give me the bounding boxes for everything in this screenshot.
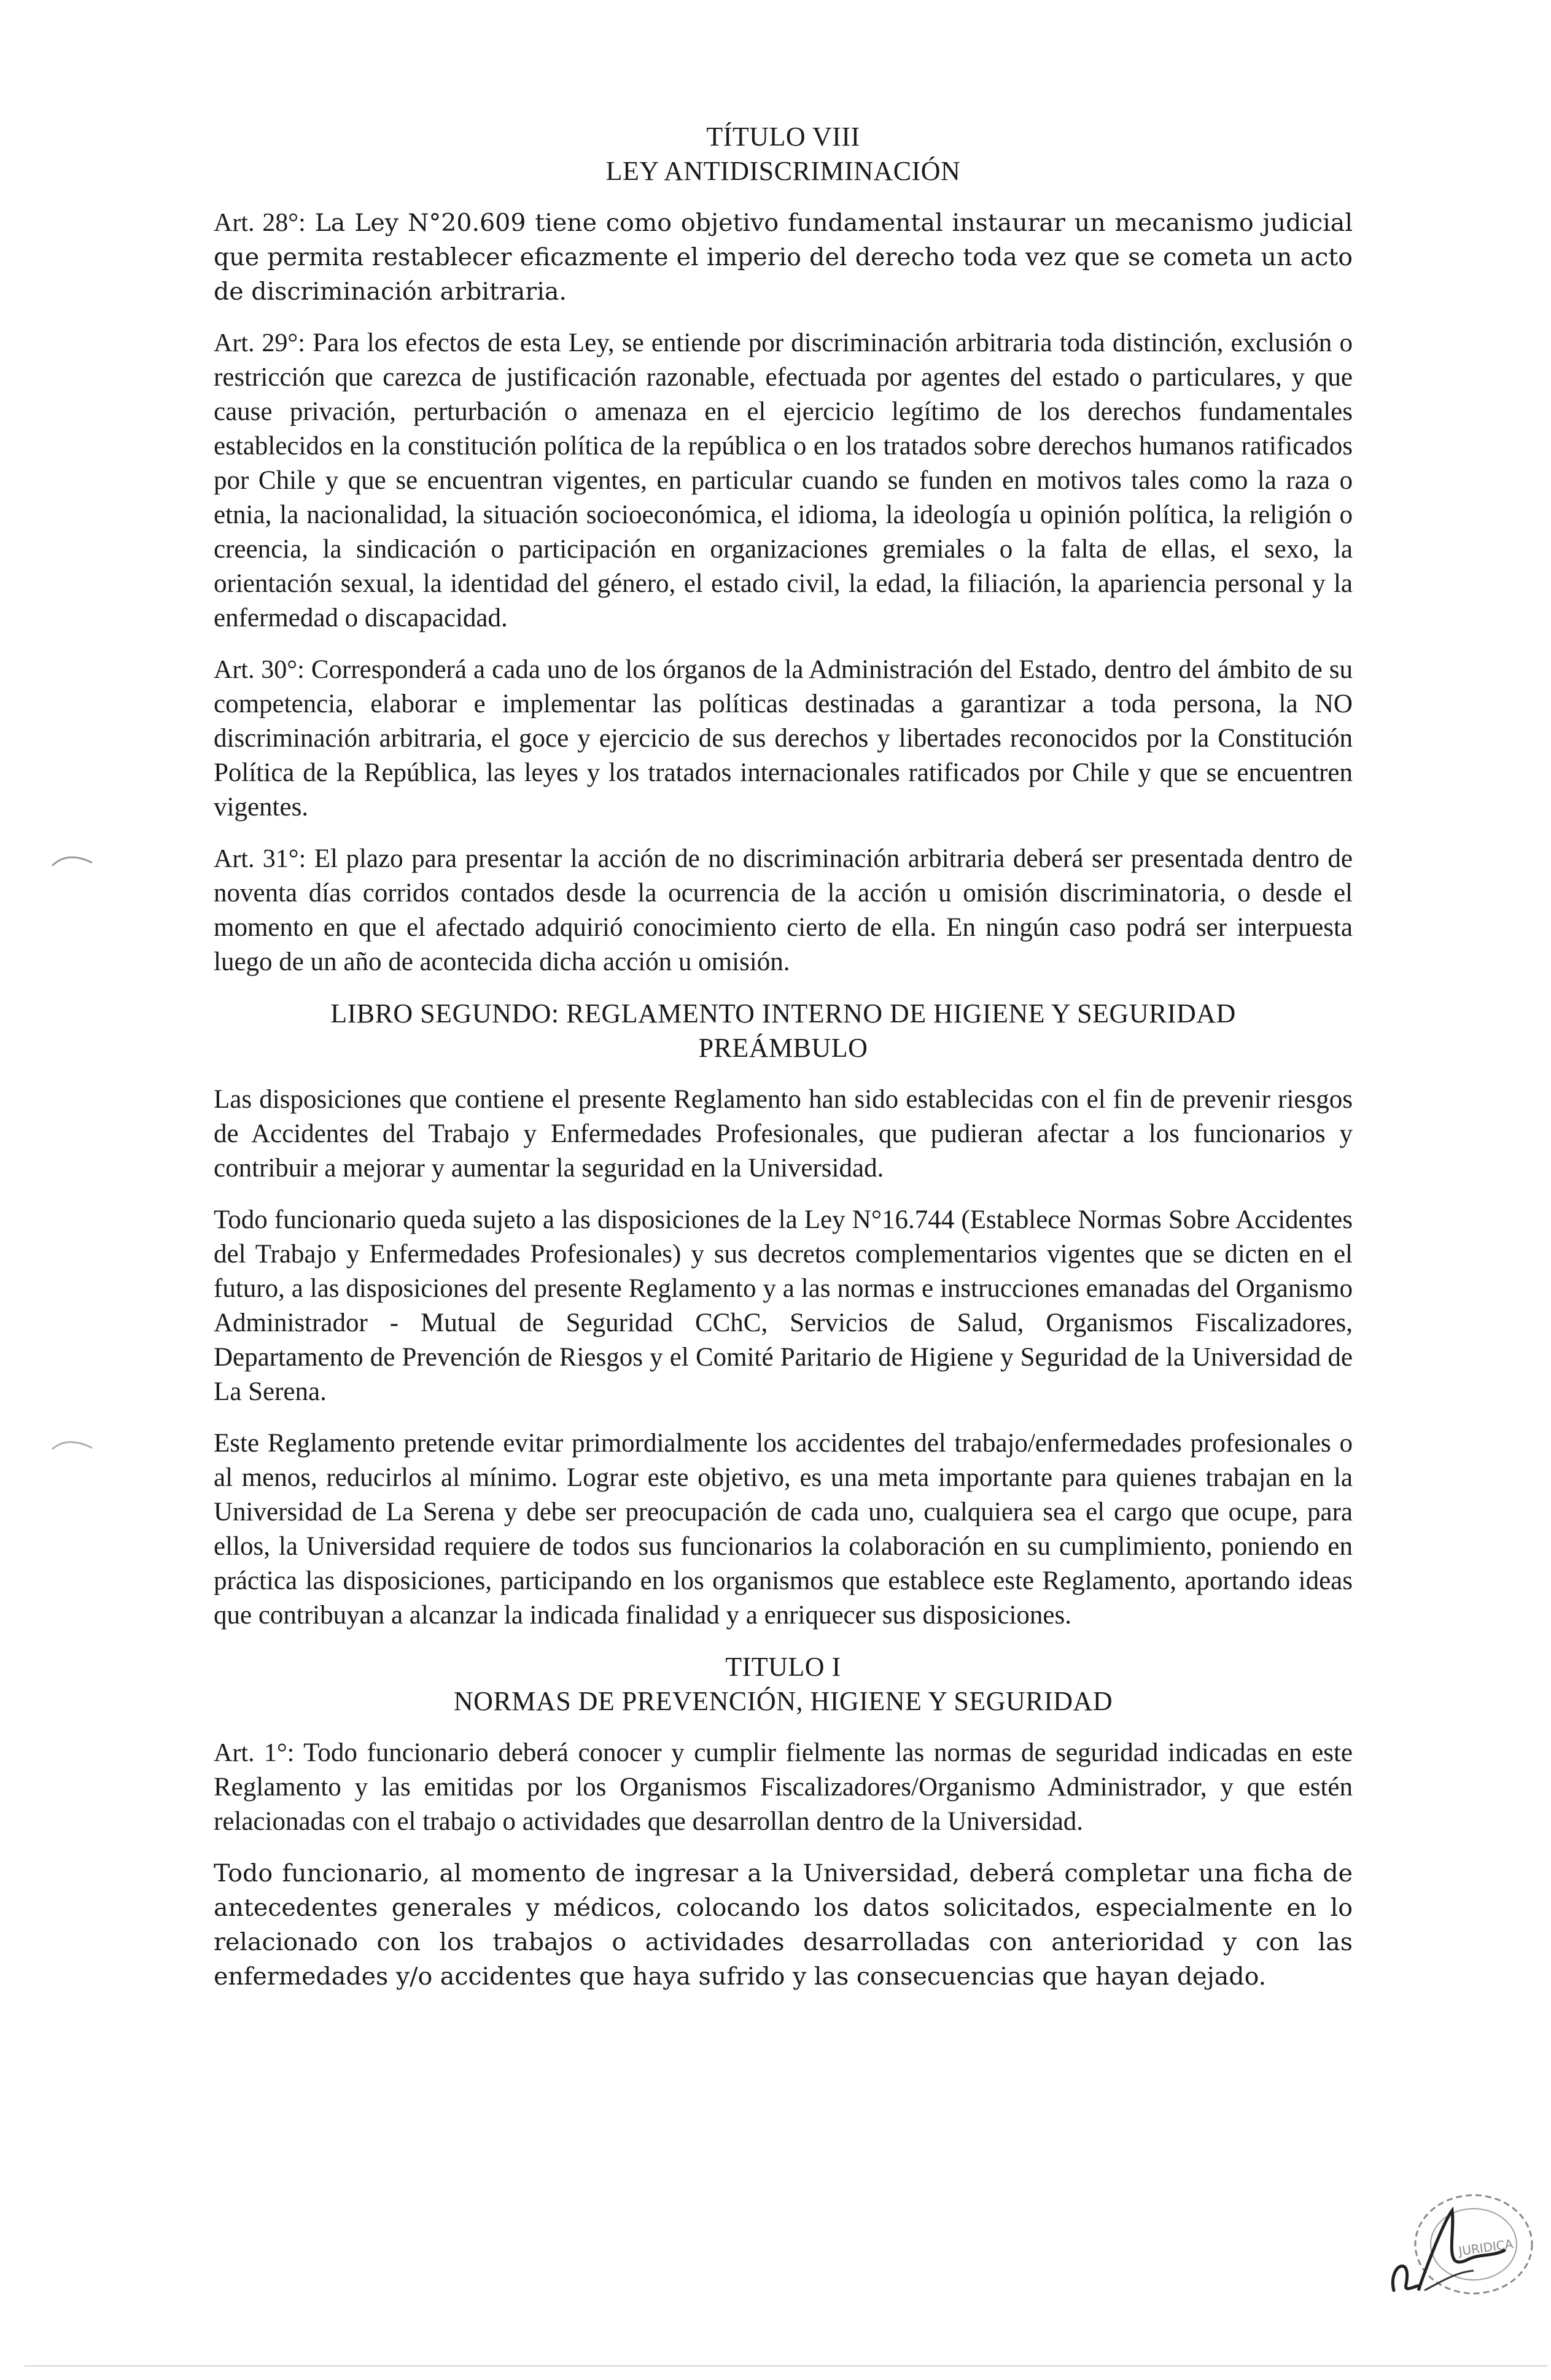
article-1 [214, 1736, 1353, 1839]
preambulo-paragraph-2: Todo funcionario queda sujeto a las disposiciones de la Ley N°16.744 (Establece Normas Sobre Accidentes del Trabajo y Enfermedades Profesionales) y sus decretos complementarios vigentes que se dicten en el futuro, a las disposiciones del presente Reglamento y a las normas e instrucciones emanadas del Organismo Administrador - Mutual de Seguridad CChC, Servicios de Salud, Organismos Fiscalizadores, Departamento de Prevención de Riesgos y el Comité Paritario de Higiene y Seguridad de la Universidad de La Serena. [214, 1205, 1353, 1406]
article-label: Art. 30°: [214, 656, 305, 684]
ficha-paragraph: Todo funcionario, al momento de ingresar a la Universidad, deberá completar una ficha de antecedentes generales y médicos, colocando los datos solicitados, especialmente en lo relacionado con los trabajos o actividades desarrolladas con anterioridad y con las enfermedades y/o accidentes que haya sufrido y las consecuencias que hayan dejado. [214, 1859, 1353, 1991]
scan-mark-icon [49, 847, 98, 872]
article-label: Art. 29°: [214, 329, 305, 357]
document-body [214, 120, 1353, 1994]
article-text: La Ley N°20.609 tiene como objetivo fundamental instaurar un mecanismo judicial que permita restablecer eficazmente el imperio del derecho toda vez que se cometa un acto de discriminación arbitraria. [214, 209, 1353, 306]
article-text: El plazo para presentar la acción de no discriminación arbitraria deberá ser presentada dentro de noventa días corridos contados desde la ocurrencia de la acción u omisión discriminatoria, o desde el momento en que el afectado adquirió conocimiento cierto de ella. En ningún caso podrá ser interpuesta luego de un año de acontecida dicha acción u omisión. [214, 844, 1353, 976]
article-text: Todo funcionario deberá conocer y cumplir fielmente las normas de seguridad indicadas en este Reglamento y las emitidas por los Organismos Fiscalizadores/Organismo Administrador, y que estén relacionadas con el trabajo o actividades que desarrollan dentro de la Universidad. [214, 1738, 1353, 1836]
article-text: Para los efectos de esta Ley, se entiende por discriminación arbitraria toda distinción, exclusión o restricción que carezca de justificación razonable, efectuada por agentes del estado o particulares, y que cause privación, perturbación o amenaza en el ejercicio legítimo de los derechos fundamentales establecidos en la constitución política de la república o en los tratados sobre derechos humanos ratificados por Chile y que se encuentran vigentes, en particular cuando se funden en motivos tales como la raza o etnia, la nacionalidad, la situación socioeconómica, el idioma, la ideología u opinión política, la religión o creencia, la sindicación o participación en organizaciones gremiales o la falta de ellas, el sexo, la orientación sexual, la identidad del género, el estado civil, la edad, la filiación, la apariencia personal y la enfermedad o discapacidad. [214, 329, 1353, 632]
titulo-viii-line1: TÍTULO VIII [706, 122, 860, 152]
scan-mark-icon [49, 1431, 98, 1455]
article-label: Art. 28°: [214, 209, 306, 237]
article-text: Corresponderá a cada uno de los órganos de la Administración del Estado, dentro del ámbito de su competencia, elaborar e implementar las políticas destinadas a garantizar a toda persona, la NO discriminación arbitraria, el goce y ejercicio de sus derechos y libertades reconocidos por la Constitución Política de la República, las leyes y los tratados internacionales ratificados por Chile y que se encuentren vigentes. [214, 655, 1353, 822]
titulo-i-heading [214, 1650, 1353, 1719]
preambulo-paragraph-1: Las disposiciones que contiene el presente Reglamento han sido establecidas con el fin de prevenir riesgos de Accidentes del Trabajo y Enfermedades Profesionales, que pudieran afectar a los funcionarios y contribuir a mejorar y aumentar la seguridad en la Universidad. [214, 1085, 1353, 1183]
svg-text:JURIDICA: JURIDICA [1457, 2236, 1514, 2259]
titulo-i-line1: TITULO I [725, 1652, 841, 1682]
signature-icon [1382, 2198, 1517, 2303]
libro-segundo-line1: LIBRO SEGUNDO: REGLAMENTO INTERNO DE HIGIENE Y SEGURIDAD [330, 998, 1236, 1029]
article-30 [214, 653, 1353, 825]
page-bottom-edge [25, 2365, 1547, 2366]
article-29 [214, 326, 1353, 636]
article-31 [214, 842, 1353, 979]
titulo-i-line2: NORMAS DE PREVENCIÓN, HIGIENE Y SEGURIDAD [453, 1686, 1113, 1716]
article-28 [214, 206, 1353, 309]
titulo-viii-heading [214, 120, 1353, 189]
libro-segundo-heading [214, 997, 1353, 1065]
article-label: Art. 1°: [214, 1739, 295, 1767]
titulo-viii-line2: LEY ANTIDISCRIMINACIÓN [605, 156, 961, 186]
article-label: Art. 31°: [214, 845, 306, 873]
preambulo-paragraph-3: Este Reglamento pretende evitar primordialmente los accidentes del trabajo/enfermedades profesionales o al menos, reducirlos al mínimo. Lograr este objetivo, es una meta importante para quienes trabajan en la Universidad de La Serena y debe ser preocupación de cada uno, cualquiera sea el cargo que ocupe, para ellos, la Universidad requiere de todos sus funcionarios la colaboración en su cumplimiento, poniendo en práctica las disposiciones, participando en los organismos que establece este Reglamento, aportando ideas que contribuyan a alcanzar la indicada finalidad y a enriquecer sus disposiciones. [214, 1429, 1353, 1630]
libro-segundo-line2: PREÁMBULO [698, 1033, 868, 1063]
